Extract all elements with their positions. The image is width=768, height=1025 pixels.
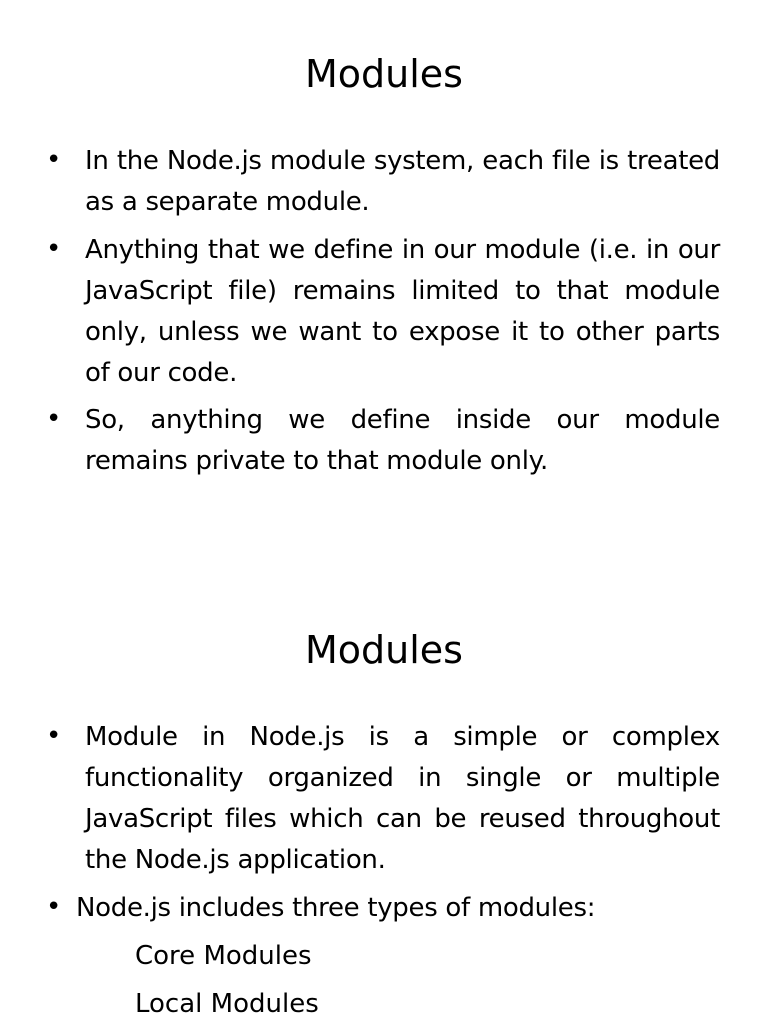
- slide-title: Modules: [305, 52, 463, 96]
- sub-list-item: Core Modules: [135, 941, 312, 971]
- sub-list-item: Local Modules: [135, 989, 319, 1019]
- slide-title: Modules: [305, 628, 463, 672]
- bullet-text: Module in Node.js is a simple or complex functionality organized in single or multiple JavaScript files which can be reused throughout the Node.js application.: [85, 722, 720, 875]
- bullet-marker: •: [46, 145, 62, 175]
- bullet-text: In the Node.js module system, each file is treated as a separate module.: [85, 146, 720, 217]
- bullet-marker: •: [46, 892, 62, 922]
- slide-2: [0, 576, 768, 1024]
- bullet-text: Node.js includes three types of modules:: [76, 893, 596, 923]
- bullet-marker: •: [46, 721, 62, 751]
- bullet-marker: •: [46, 234, 62, 264]
- bullet-text: So, anything we define inside our module remains private to that module only.: [85, 405, 720, 476]
- bullet-marker: •: [46, 404, 62, 434]
- bullet-text: Anything that we define in our module (i.e. in our JavaScript file) remains limited to that module only, unless we want to expose it to other parts of our code.: [85, 235, 720, 388]
